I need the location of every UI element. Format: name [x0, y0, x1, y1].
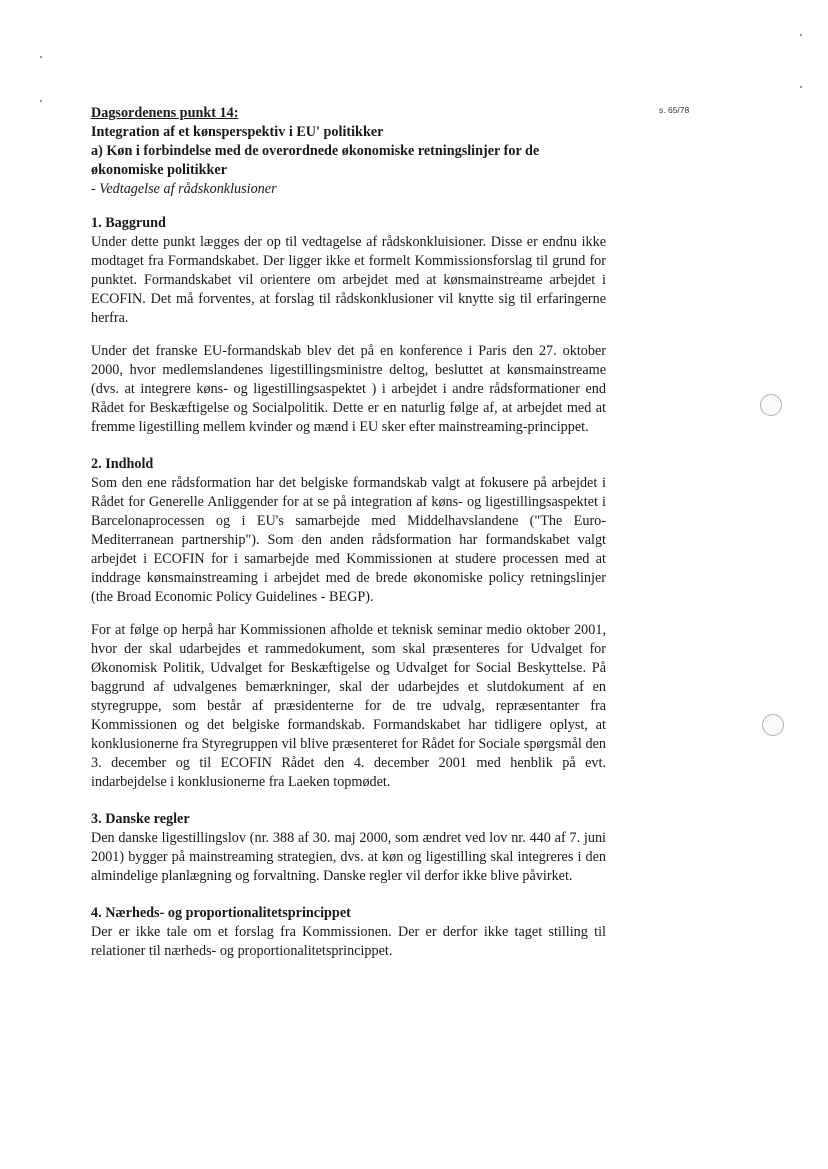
- scan-speck: [40, 100, 42, 102]
- page-reference: s. 65/78: [659, 105, 690, 115]
- document-title-line2: a) Køn i forbindelse med de overordnede økonomiske retningslinjer for de økonomiske politikker: [91, 143, 540, 178]
- section-heading: 2. Indhold: [91, 456, 154, 472]
- section-background: [91, 214, 606, 437]
- section-content: [91, 455, 606, 792]
- section-paragraph: Under dette punkt lægges der op til vedtagelse af rådskonkluisioner. Disse er endnu ikke modtaget fra Formandskabet. Der ligger ikke et formelt Kommissionsforslag til grund for punktet. Formandskabet vil orientere om arbejdet med at kønsmainstreame arbejdet i ECOFIN. Det må forventes, at forslag til rådskonklusioner vil knytte sig til erfaringerne herfra.: [91, 234, 606, 326]
- section-paragraph: Den danske ligestillingslov (nr. 388 af 30. maj 2000, som ændret ved lov nr. 440 af 7. juni 2001) bygger på mainstreaming strategien, dvs. at køn og ligestilling skal integreres i den almindelige planlægning og forvaltning. Danske regler vil derfor ikke blive påvirket.: [91, 830, 606, 884]
- scan-speck: [800, 34, 802, 36]
- punch-hole-icon: [760, 394, 782, 416]
- section-heading: 4. Nærheds- og proportionalitetsprincippet: [91, 905, 351, 921]
- agenda-item-heading: Dagsordenens punkt 14:: [91, 105, 239, 121]
- document-body: [91, 104, 606, 979]
- section-paragraph: Der er ikke tale om et forslag fra Kommissionen. Der er derfor ikke taget stilling til relationer til nærheds- og proportionalitetsprincippet.: [91, 924, 606, 959]
- section-paragraph: Under det franske EU-formandskab blev det på en konference i Paris den 27. oktober 2000, hvor medlemslandenes ligestillingsministre deltog, besluttet at kønsmainstreame (dvs. at integrere køns- og ligestillingsaspektet ) i arbejdet i andre rådsformationer end Rådet for Beskæftigelse og Socialpolitik. Dette er en naturlig følge af, at arbejdet med at fremme ligestilling mellem kvinder og mænd i EU sker efter mainstreaming-princippet.: [91, 343, 606, 435]
- section-paragraph: Som den ene rådsformation har det belgiske formandskab valgt at fokusere på arbejdet i Rådet for Generelle Anliggender for at se på integration af køns- og ligestillingsaspektet i Barcelonaprocessen og i EU's samarbejde med Middelhavslandene ("The Euro-Mediterranean partnership"). Som den anden rådsformation har formandskabet valgt arbejdet i ECOFIN for i samarbejde med Kommissionen at studere processen med at inddrage kønsmainstreaming i arbejdet med de brede økonomiske policy retningslinjer (the Broad Economic Policy Guidelines - BEGP).: [91, 475, 606, 605]
- section-subsidiarity: [91, 904, 606, 961]
- section-paragraph: For at følge op herpå har Kommissionen afholde et teknisk seminar medio oktober 2001, hvor der skal udarbejdes et rammedokument, som skal præsenteres for Udvalget for Økonomisk Politik, Udvalget for Beskæftigelse og Udvalget for Social Beskyttelse. På baggrund af udvalgenes bemærkninger, skal der udarbejdes et slutdokument af en styregruppe, som består af præsidenterne for de tre udvalg, repræsentanter fra Kommissionen og det belgiske formandskab. Formandskabet har tidligere oplyst, at konklusionerne fra Styregruppen vil blive præsenteret for Rådet for Sociale spørgsmål den 3. december og til ECOFIN Rådet den 4. december 2001 med henblik på evt. indarbejdelse i konklusionerne fra Laeken topmødet.: [91, 622, 606, 790]
- scan-speck: [40, 56, 42, 58]
- punch-hole-icon: [762, 714, 784, 736]
- scan-speck: [800, 86, 802, 88]
- section-heading: 3. Danske regler: [91, 811, 190, 827]
- section-heading: 1. Baggrund: [91, 215, 166, 231]
- document-title-line1: Integration af et kønsperspektiv i EU' politikker: [91, 124, 384, 140]
- section-danish-rules: [91, 810, 606, 886]
- document-subtitle: - Vedtagelse af rådskonklusioner: [91, 181, 277, 197]
